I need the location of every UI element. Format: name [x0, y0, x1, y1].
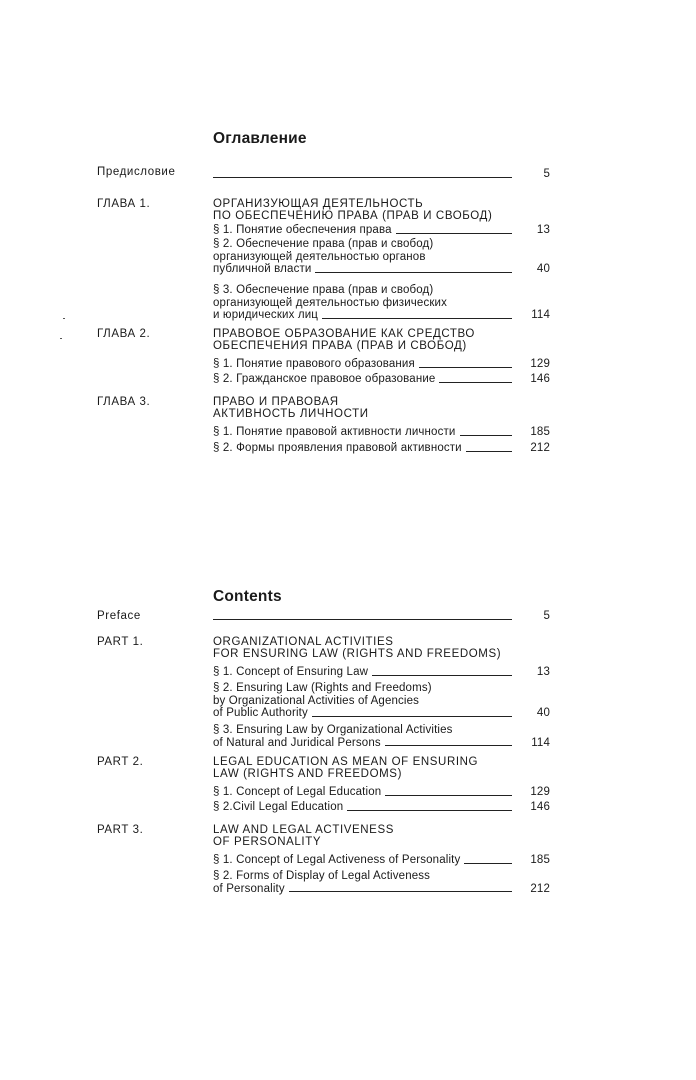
preface-label: Preface [97, 610, 141, 622]
page-number: 5 [543, 168, 550, 180]
toc-entry [213, 666, 550, 679]
scan-speck [60, 338, 62, 339]
section-title: § 1. Понятие правовой активности личности [213, 426, 456, 438]
toc-entry [213, 442, 550, 455]
leader-line [322, 318, 512, 319]
toc-entry [213, 854, 550, 867]
chapter-title: ORGANIZATIONAL ACTIVITIES FOR ENSURING LAW (RIGHTS AND FREEDOMS) [213, 636, 502, 660]
chapter-title: LEGAL EDUCATION AS MEAN OF ENSURING LAW (RIGHTS AND FREEDOMS) [213, 756, 479, 780]
section-title: § 1. Понятие правового образования [213, 358, 415, 370]
section-title: § 2. Обеспечение права (прав и свобод) организующей деятельностью органов [213, 238, 434, 263]
toc-entry [213, 801, 550, 814]
leader-line [315, 272, 512, 273]
chapter-label: PART 1. [97, 636, 144, 648]
toc-entry [213, 358, 550, 371]
scan-speck [63, 318, 65, 319]
page-number: 212 [530, 442, 550, 454]
section-title: § 2. Forms of Display of Legal Activeness [213, 870, 431, 882]
page-number: 40 [536, 263, 550, 275]
section-title: § 1. Concept of Legal Activeness of Personality [213, 854, 461, 866]
page-number: 5 [543, 610, 550, 622]
leader-line [466, 451, 512, 452]
toc-entry [213, 610, 550, 623]
page-number: 129 [530, 786, 550, 798]
section-title-end: of Natural and Juridical Persons [213, 736, 381, 749]
page-number: 114 [531, 309, 550, 321]
section-title: § 2.Civil Legal Education [213, 801, 344, 813]
leader-line [213, 619, 512, 620]
page-number: 185 [530, 854, 550, 866]
toc-heading: Оглавление [213, 130, 307, 147]
preface-label: Предисловие [97, 166, 176, 178]
leader-line [372, 675, 512, 676]
toc-entry [213, 870, 550, 895]
section-title-end: of Public Authority [213, 707, 308, 719]
section-title: § 1. Concept of Legal Education [213, 786, 382, 798]
toc-entry [213, 786, 550, 799]
page-number: 13 [536, 224, 550, 236]
chapter-label: ГЛАВА 2. [97, 328, 151, 340]
page-number: 114 [531, 736, 550, 749]
chapter-title: LAW AND LEGAL ACTIVENESS OF PERSONALITY [213, 824, 394, 848]
toc-entry [213, 724, 550, 749]
leader-line [464, 863, 512, 864]
section-title-end: и юридических лиц [213, 309, 319, 321]
leader-line [385, 795, 512, 796]
toc-entry [213, 426, 550, 439]
page-number: 40 [536, 707, 550, 719]
chapter-label: ГЛАВА 3. [97, 396, 151, 408]
page-number: 185 [530, 426, 550, 438]
page-number: 146 [530, 801, 550, 813]
toc-entry [213, 284, 550, 322]
section-title: § 3. Ensuring Law by Organizational Activities [213, 724, 453, 736]
section-title: § 2. Формы проявления правовой активности [213, 442, 462, 454]
toc-entry [213, 168, 550, 181]
section-title: § 2. Гражданское правовое образование [213, 373, 436, 385]
leader-line [460, 435, 513, 436]
leader-line [385, 745, 512, 746]
section-title-end: of Personality [213, 882, 285, 895]
chapter-title: ОРГАНИЗУЮЩАЯ ДЕЯТЕЛЬНОСТЬ ПО ОБЕСПЕЧЕНИЮ ПРАВА (ПРАВ И СВОБОД) [213, 198, 493, 222]
leader-line [289, 891, 512, 892]
leader-line [312, 716, 512, 717]
chapter-label: PART 3. [97, 824, 144, 836]
section-title: § 1. Понятие обеспечения права [213, 224, 392, 236]
page-number: 13 [536, 666, 550, 678]
toc-entry [213, 238, 550, 276]
section-title: § 1. Concept of Ensuring Law [213, 666, 369, 678]
section-title: § 2. Ensuring Law (Rights and Freedoms) by Organizational Activities of Agencies [213, 682, 432, 707]
leader-line [347, 810, 512, 811]
chapter-label: PART 2. [97, 756, 144, 768]
chapter-label: ГЛАВА 1. [97, 198, 151, 210]
section-title: § 3. Обеспечение права (прав и свобод) организующей деятельностью физических [213, 284, 448, 309]
toc-entry [213, 682, 550, 720]
chapter-title: ПРАВО И ПРАВОВАЯ АКТИВНОСТЬ ЛИЧНОСТИ [213, 396, 369, 420]
leader-line [396, 233, 512, 234]
toc-entry [213, 373, 550, 386]
page-number: 146 [530, 373, 550, 385]
leader-line [439, 382, 512, 383]
leader-line [213, 177, 512, 178]
page-number: 212 [530, 882, 550, 895]
section-title-end: публичной власти [213, 263, 312, 275]
page-number: 129 [530, 358, 550, 370]
toc-heading: Contents [213, 588, 282, 605]
leader-line [419, 367, 512, 368]
chapter-title: ПРАВОВОЕ ОБРАЗОВАНИЕ КАК СРЕДСТВО ОБЕСПЕЧЕНИЯ ПРАВА (ПРАВ И СВОБОД) [213, 328, 475, 352]
toc-entry [213, 224, 550, 237]
